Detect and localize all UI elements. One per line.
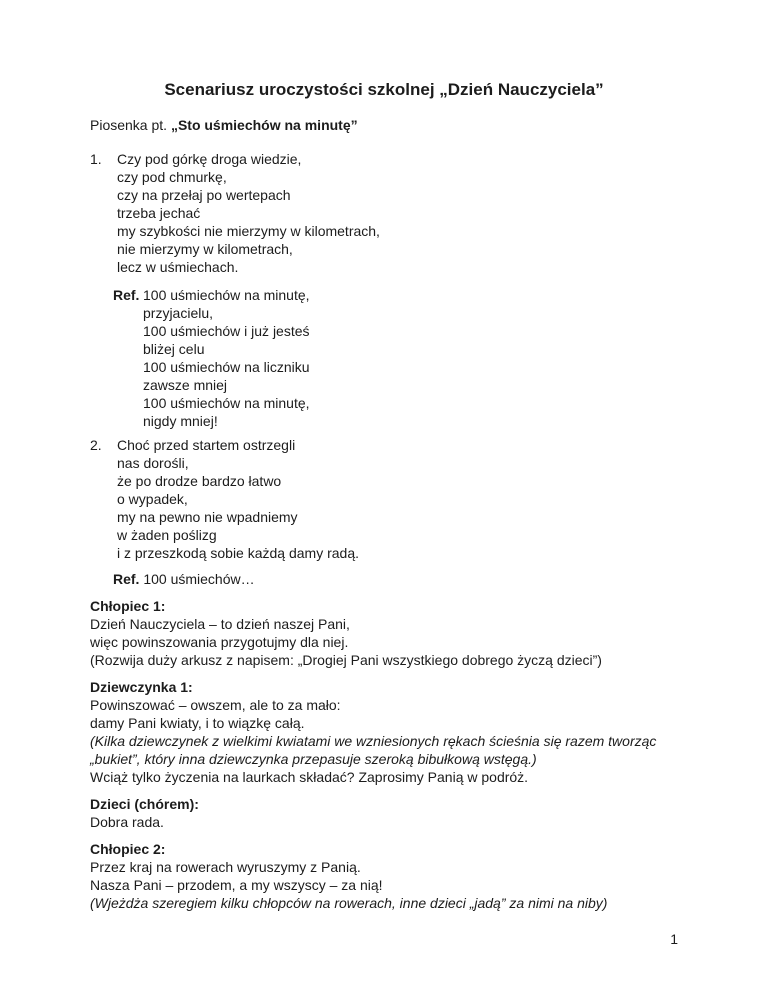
- verse-line: Choć przed startem ostrzegli: [117, 437, 296, 453]
- stage-direction: (Rozwija duży arkusz z napisem: „Drogiej Pani wszystkiego dobrego życzą dzieci”): [90, 652, 602, 668]
- dialogue-line: Dzień Nauczyciela – to dzień naszej Pani,: [90, 616, 350, 632]
- verse-line: czy pod chmurkę,: [117, 169, 227, 185]
- role-block-chlopiec-2: [90, 840, 678, 912]
- verse-line: my szybkości nie mierzymy w kilometrach,: [117, 223, 380, 239]
- role-block-chlopiec-1: [90, 597, 678, 669]
- verse-line: czy na przełaj po wertepach: [117, 187, 291, 203]
- dialogue-line: Powinszować – owszem, ale to za mało:: [90, 697, 341, 713]
- role-name: Dzieci (chórem):: [90, 796, 199, 812]
- refrain-line: 100 uśmiechów i już jesteś: [143, 323, 310, 339]
- dialogue-line: Przez kraj na rowerach wyruszymy z Panią.: [90, 859, 361, 875]
- document-title: Scenariusz uroczystości szkolnej „Dzień Nauczyciela”: [164, 80, 604, 99]
- verse-line: w żaden poślizg: [117, 527, 217, 543]
- refrain-line: 100 uśmiechów na minutę,: [143, 395, 310, 411]
- verse-line: o wypadek,: [117, 491, 188, 507]
- refrain-line: 100 uśmiechów na liczniku: [143, 359, 310, 375]
- verse-2: [90, 436, 678, 562]
- verse-line: że po drodze bardzo łatwo: [117, 473, 282, 489]
- verse-line: nie mierzymy w kilometrach,: [117, 241, 293, 257]
- refrain-line: zawsze mniej: [143, 377, 228, 393]
- stage-direction: (Wjeżdża szeregiem kilku chłopców na rowerach, inne dzieci „jadą” za nimi na niby): [90, 895, 608, 911]
- page-number: 1: [670, 931, 678, 947]
- role-name: Dziewczynka 1:: [90, 679, 193, 695]
- role-name: Chłopiec 1:: [90, 598, 166, 614]
- verse-line: lecz w uśmiechach.: [117, 259, 239, 275]
- song-name: „Sto uśmiechów na minutę”: [170, 117, 358, 133]
- song-intro-prefix: Piosenka pt.: [90, 117, 171, 133]
- stage-direction: (Kilka dziewczynek z wielkimi kwiatami we wzniesionych rękach ścieśnia się razem tworząc „bukiet”, który inna dziewczynka przepasuje szeroką bibułkową wstęgą.): [90, 733, 657, 767]
- refrain-line: nigdy mniej!: [143, 413, 218, 429]
- verse-1-number: 1.: [90, 151, 102, 167]
- refrain-label: Ref.: [113, 287, 140, 303]
- verse-1: [90, 150, 678, 276]
- verse-line: nas dorośli,: [117, 455, 189, 471]
- refrain-short-label: Ref.: [113, 571, 140, 587]
- verse-line: Czy pod górkę droga wiedzie,: [117, 151, 302, 167]
- refrain-short-text: 100 uśmiechów…: [139, 571, 255, 587]
- role-block-dziewczynka-1: [90, 678, 678, 786]
- role-block-dzieci: [90, 795, 678, 831]
- verse-line: my na pewno nie wpadniemy: [117, 509, 298, 525]
- dialogue-line: Nasza Pani – przodem, a my wszyscy – za nią!: [90, 877, 383, 893]
- verse-line: i z przeszkodą sobie każdą damy radą.: [117, 545, 360, 561]
- dialogue-line: Dobra rada.: [90, 814, 164, 830]
- refrain: [113, 286, 678, 430]
- refrain-short: [113, 570, 678, 588]
- dialogue-line: więc powinszowania przygotujmy dla niej.: [90, 634, 349, 650]
- verse-line: trzeba jechać: [117, 205, 201, 221]
- verse-2-number: 2.: [90, 437, 102, 453]
- refrain-line: 100 uśmiechów na minutę,: [143, 287, 310, 303]
- refrain-line: przyjacielu,: [143, 305, 214, 321]
- song-intro: [90, 116, 678, 134]
- role-name: Chłopiec 2:: [90, 841, 166, 857]
- refrain-line: bliżej celu: [143, 341, 205, 357]
- dialogue-line: damy Pani kwiaty, i to wiązkę całą.: [90, 715, 305, 731]
- dialogue-line: Wciąż tylko życzenia na laurkach składać? Zaprosimy Panią w podróż.: [90, 769, 529, 785]
